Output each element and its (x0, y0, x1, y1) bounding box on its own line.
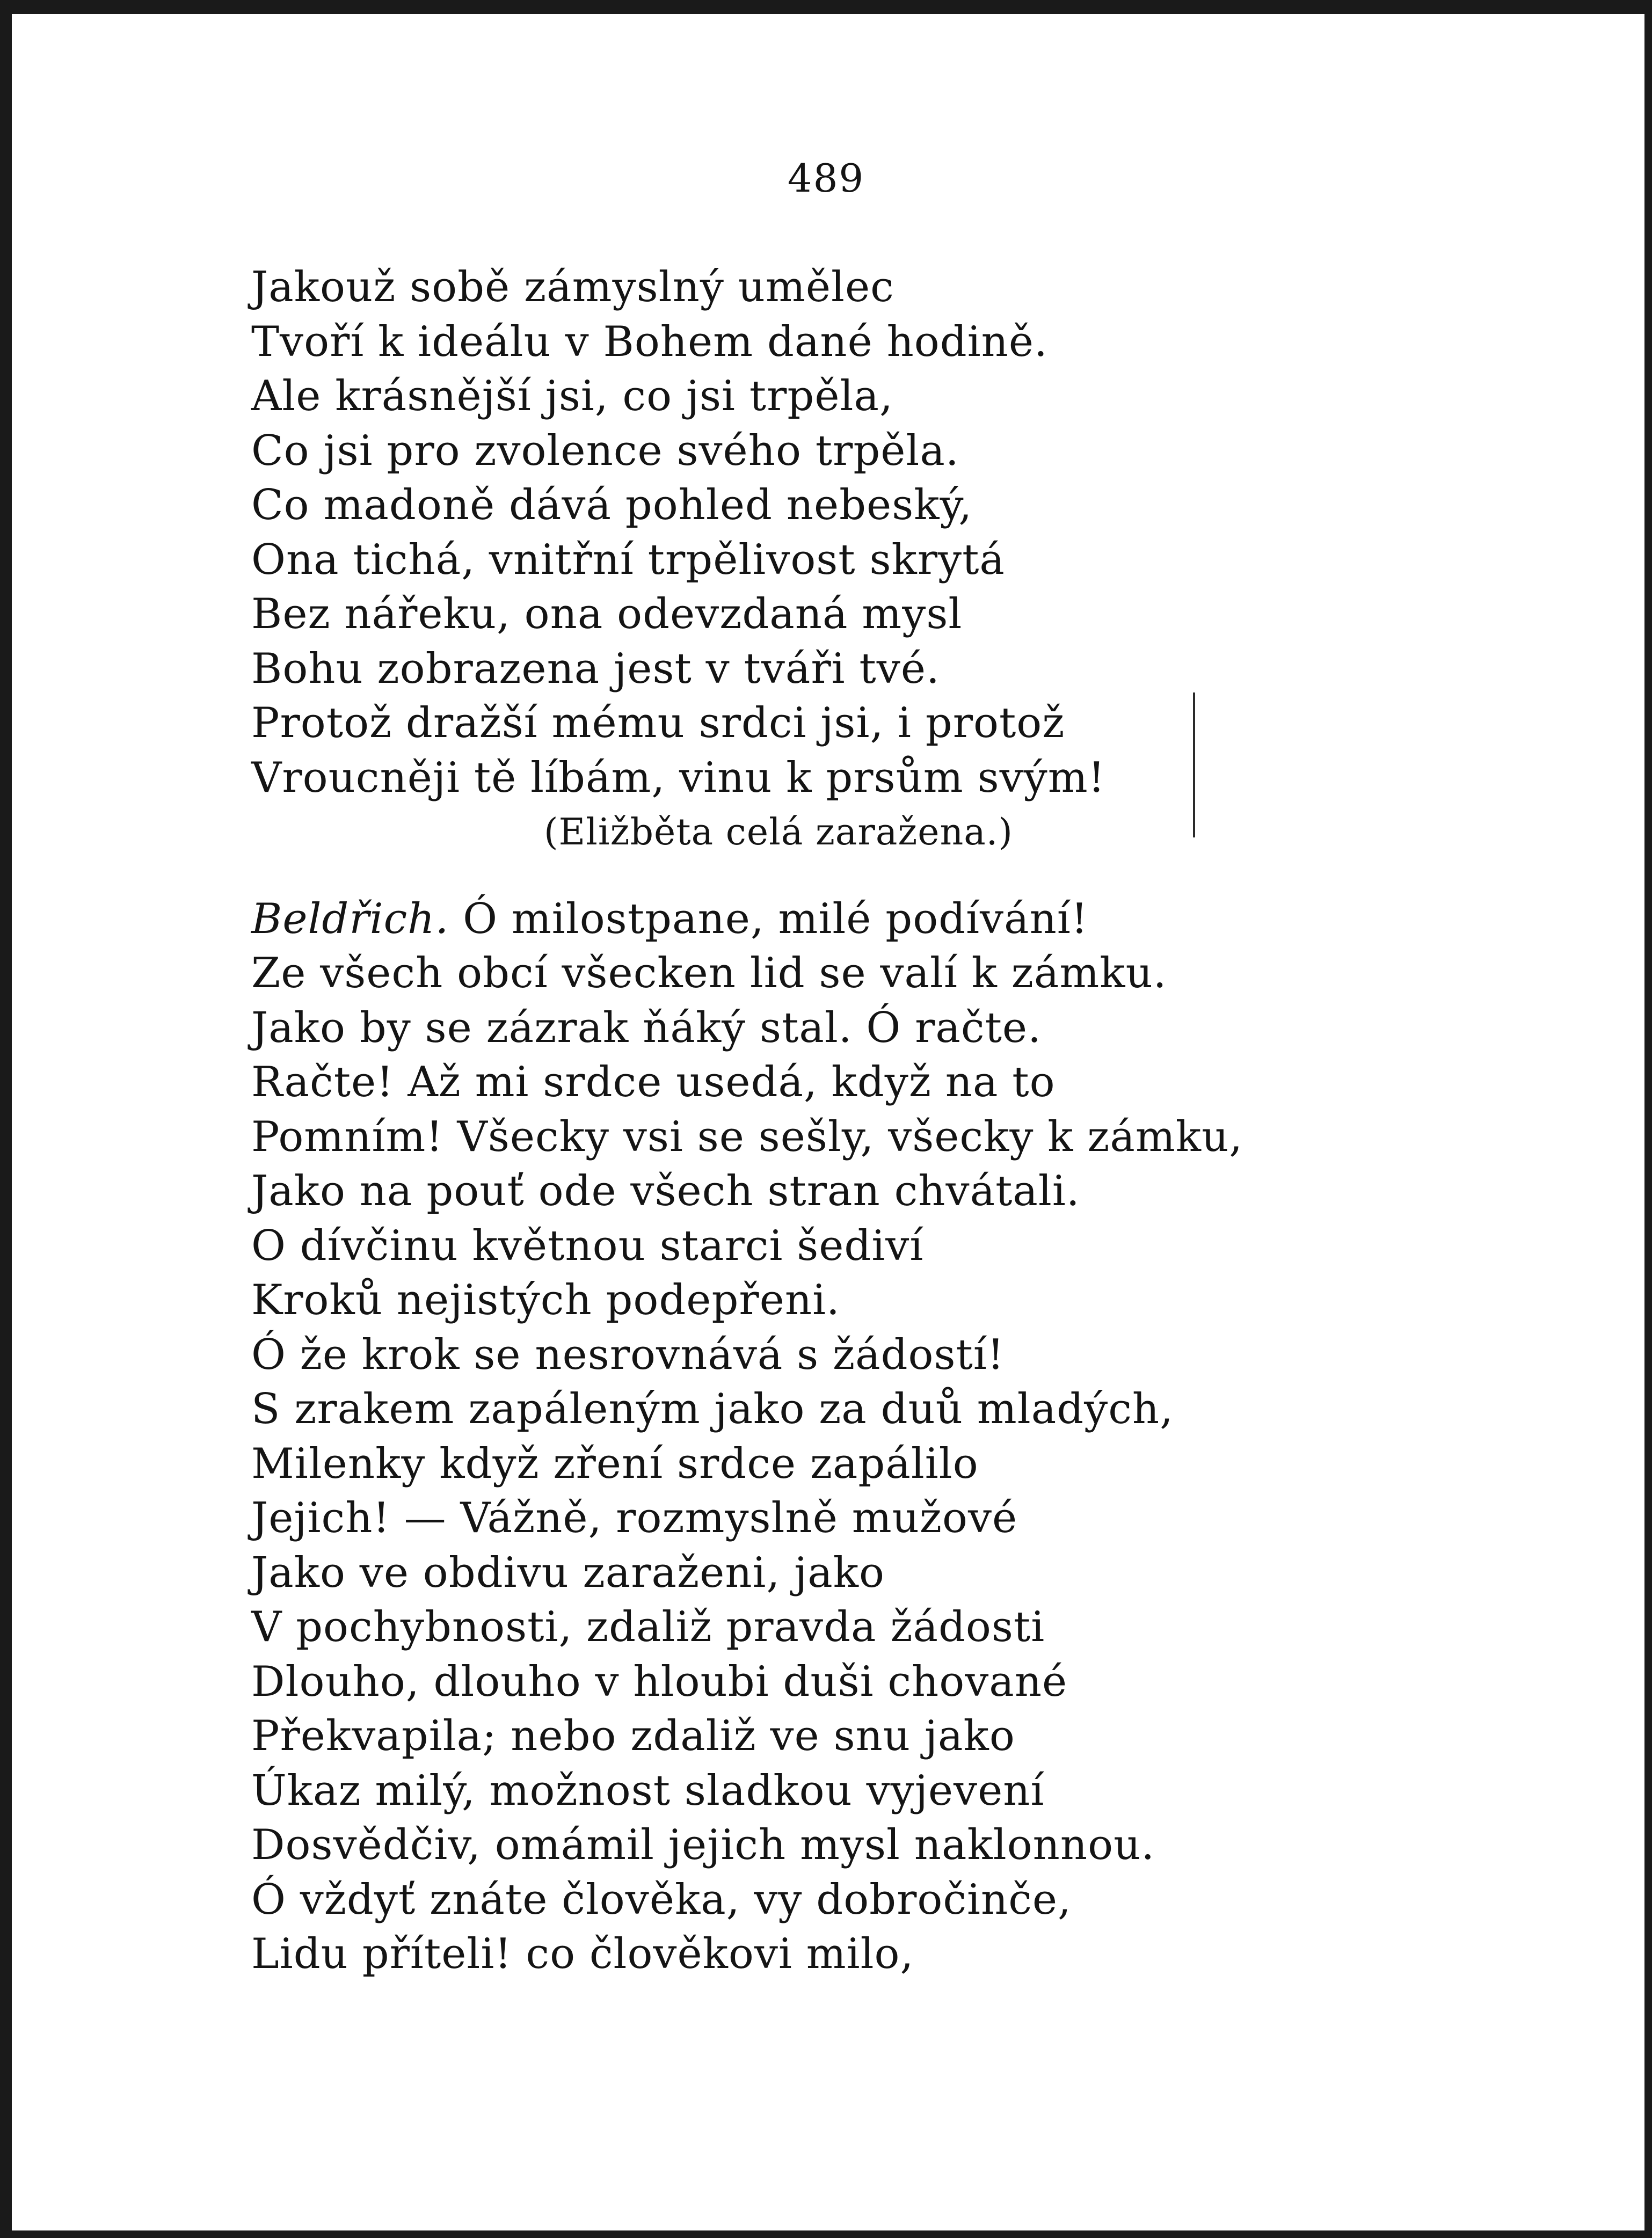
verse-line: Jejich! — Vážně, rozmyslně mužové (251, 1494, 1018, 1542)
speech-first-line (251, 892, 1540, 947)
verse-line: V pochybnosti, zdaliž pravda žádosti (251, 1603, 1045, 1651)
verse-line: Jako by se zázrak ňáký stal. Ó račte. (251, 1003, 1042, 1052)
scan-border-left (0, 0, 12, 2238)
verse-line: Úkaz milý, možnost sladkou vyjevení (251, 1766, 1045, 1815)
verse-line: Jako na pouť ode všech stran chvátali. (251, 1167, 1080, 1215)
verse-line: Dosvědčiv, omámil jejich mysl naklonnou. (251, 1821, 1155, 1869)
scan-border-right (1644, 0, 1652, 2238)
page-number: 489 (787, 156, 865, 201)
stage-direction: (Eližběta celá zaražena.) (544, 811, 1013, 854)
verse-line: Bez nářeku, ona odevzdaná mysl (251, 590, 963, 638)
verse-line: Co jsi pro zvolence svého trpěla. (251, 426, 959, 475)
verse-line: Račte! Až mi srdce usedá, když na to (251, 1058, 1056, 1106)
verse-line: Lidu příteli! co člověkovi milo, (251, 1930, 914, 1978)
speaker-name: Beldřich. (251, 894, 449, 943)
verse-line: Pomním! Všecky vsi se sešly, všecky k zámku, (251, 1112, 1243, 1161)
section-gap (251, 860, 1540, 892)
verse-line: Co madoně dává pohled nebeský, (251, 481, 973, 529)
verse-line: Ale krásnější jsi, co jsi trpěla, (251, 372, 893, 420)
verse-line: Bohu zobrazena jest v tváři tvé. (251, 644, 940, 693)
verse-line: Překvapila; nebo zdaliž ve snu jako (251, 1712, 1015, 1760)
scan-border-top (0, 0, 1652, 14)
verse-line: Dlouho, dlouho v hloubi duši chované (251, 1657, 1068, 1706)
verse-line: Jako ve obdivu zaraženi, jako (251, 1548, 885, 1597)
verse-line: Ó vždyť znáte člověka, vy dobročinče, (251, 1875, 1072, 1924)
verse-line: Protož dražší mému srdci jsi, i protož (251, 699, 1065, 747)
verse-line: O dívčinu květnou starci šediví (251, 1221, 924, 1270)
verse-line: Milenky když zření srdce zapálilo (251, 1439, 979, 1488)
verse-line: S zrakem zapáleným jako za duů mladých, (251, 1385, 1174, 1433)
verse-line: Tvoří k ideálu v Bohem dané hodině. (251, 317, 1048, 366)
verse-line: Ona tichá, vnitřní trpělivost skrytá (251, 535, 1005, 584)
verse-line: Vroucněji tě líbám, vinu k prsům svým! (251, 753, 1106, 802)
scan-border-bottom (0, 2230, 1652, 2238)
verse-line: Ó že krok se nesrovnává s žádostí! (251, 1330, 1005, 1379)
verse-line: Ze všech obcí všecken lid se valí k zámku. (251, 949, 1167, 997)
verse-line: Jakouž sobě zámyslný umělec (251, 263, 894, 311)
text-block (251, 260, 1540, 1982)
verse-line: Kroků nejistých podepřeni. (251, 1276, 840, 1324)
speech-opening: Ó milostpane, milé podívání! (449, 894, 1089, 943)
